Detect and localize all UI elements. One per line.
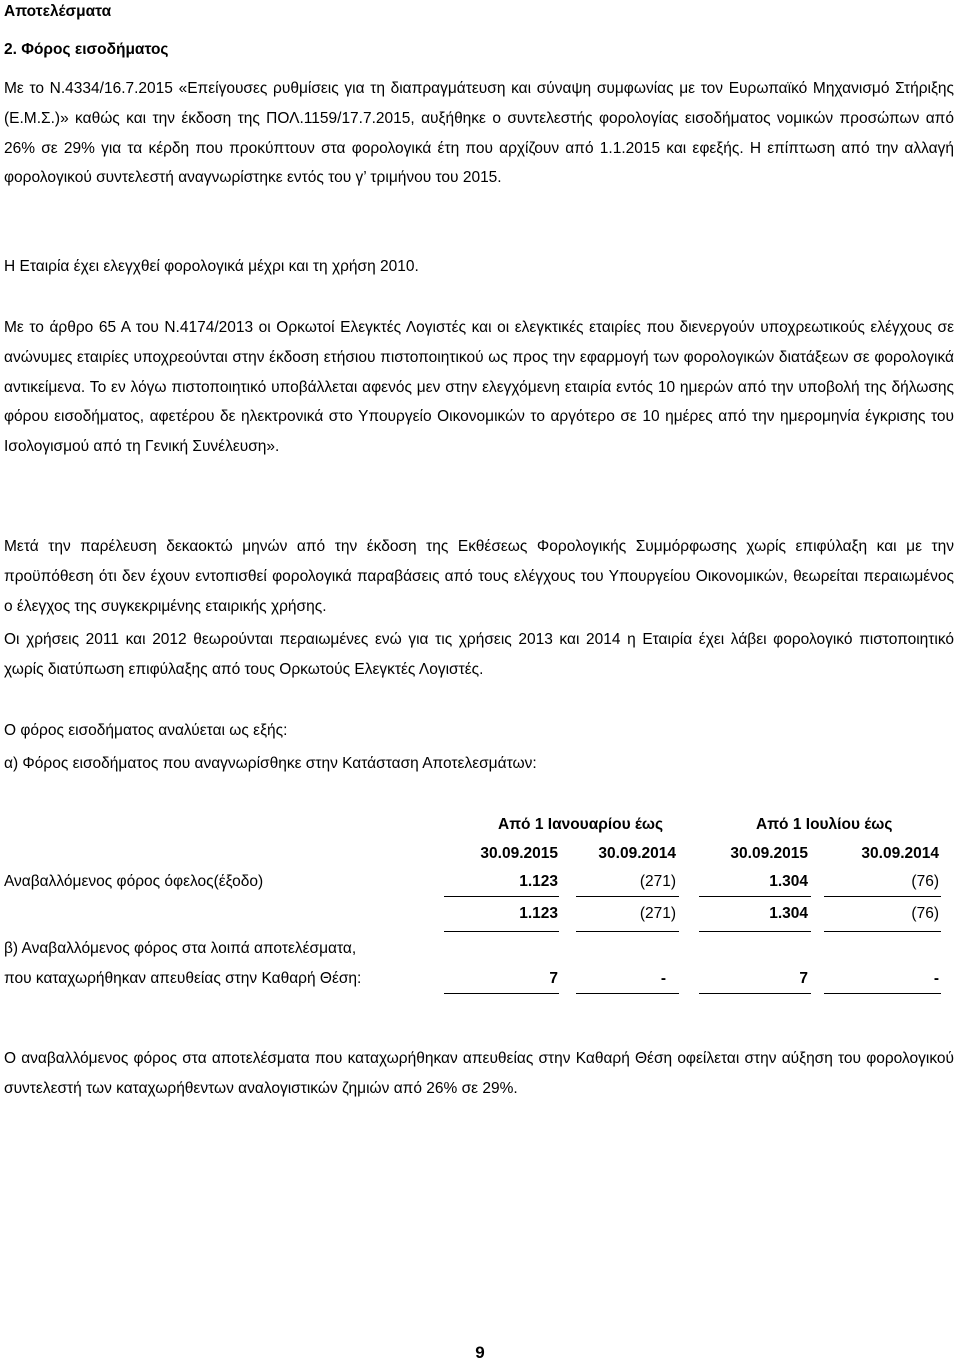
row-deferred-tax-value-2: (271) [639, 873, 676, 890]
paragraph-equity-deferred-tax: Ο αναβαλλόμενος φόρος στα αποτελέσματα που καταχωρήθηκαν απευθείας στην Καθαρή Θέση οφείλεται στην αύξηση του φορολογικού συντελεστή των καταχωρήθεντων αναλογιστικών ζημιών από 26% σε 29%. [4, 1050, 954, 1097]
section-title: 2. Φόρος εισοδήματος [4, 41, 169, 58]
row-equity-tax-label-line1: β) Αναβαλλόμενος φόρος στα λοιπά αποτελέσματα, [4, 940, 357, 957]
paragraph-finalization: Μετά την παρέλευση δεκαοκτώ μηνών από την έκδοση της Εκθέσεως Φορολογικής Συμμόρφωσης χωρίς επιφύλαξη και με την προϋπόθεση ότι δεν έχουν εντοπισθεί φορολογικά παραβάσεις από τους ελέγχους του Υπουργείου Οικονομικών, θεωρείται περαιωμένος ο έλεγχος της συγκεκριμένης εταιρικής χρήσης. [4, 538, 954, 615]
col-header-1: 30.09.2015 [480, 845, 558, 862]
row-equity-tax-value-1: 7 [549, 970, 558, 987]
total-value-2: (271) [639, 905, 676, 922]
paragraph-income-statement-tax: α) Φόρος εισοδήματος που αναγνωρίσθηκε στην Κατάσταση Αποτελεσμάτων: [4, 755, 537, 772]
rule-row2-col-3 [699, 993, 811, 994]
row-deferred-tax-value-3: 1.304 [769, 873, 808, 890]
paragraph-tax-law: Με το Ν.4334/16.7.2015 «Επείγουσες ρυθμίσεις για τη διαπραγμάτευση και σύναψη συμφωνίας με τον Ευρωπαϊκό Μηχανισμό Στήριξης (Ε.Μ.Σ.)» καθώς και την έκδοση της ΠΟΛ.1159/17.7.2015, αυξήθηκε ο συντελεστής φορολογίας εισοδήματος νομικών προσώπων από 26% σε 29% για τα κέρδη που προκύπτουν στα φορολογικά έτη που αρχίζουν από 1.1.2015 και εφεξής. Η επίπτωση από την αλλαγή φορολογικού συντελεστή αναγνωρίστηκε εντός του γ’ τριμήνου του 2015. [4, 80, 954, 187]
rule-col-3 [699, 896, 811, 897]
rule-row2-col-2 [576, 993, 679, 994]
rule-col-4 [824, 896, 941, 897]
rule-row2-col-1 [444, 993, 559, 994]
row-deferred-tax-label: Αναβαλλόμενος φόρος όφελος(έξοδο) [4, 873, 264, 890]
paragraph-tax-certificate: Με το άρθρο 65 Α του Ν.4174/2013 οι Ορκωτοί Ελεγκτές Λογιστές και οι ελεγκτικές εταιρίες που διενεργούν υποχρεωτικούς ελέγχους σε ανώνυμες εταιρίες υποχρεούνται στην έκδοση ετήσιου πιστοποιητικού ως προς την εφαρμογή των φορολογικών διατάξεων σε φορολογικά αντικείμενα. Το εν λόγω πιστοποιητικό υποβάλλεται αφενός μεν στην ελεγχόμενη εταιρία εντός 10 ημερών από την υποβολή της δήλωσης φόρου εισοδήματος, αφετέρου δε ηλεκτρονικά στο Υπουργείο Οικονομικών το αργότερο σε 10 ημέρες από την ημερομηνία έγκρισης του Ισολογισμού από τη Γενική Συνέλευση». [4, 319, 954, 456]
total-value-3: 1.304 [769, 905, 808, 922]
rule-total-col-2 [576, 931, 679, 932]
paragraph-audited-years: Η Εταιρία έχει ελεγχθεί φορολογικά μέχρι και τη χρήση 2010. [4, 258, 419, 275]
row-equity-tax-label-line2: που καταχωρήθηκαν απευθείας στην Καθαρή Θέση: [4, 970, 362, 987]
rule-total-col-4 [824, 931, 941, 932]
row-equity-tax-value-3: 7 [799, 970, 808, 987]
col-header-3: 30.09.2015 [730, 845, 808, 862]
paragraph-open-years: Οι χρήσεις 2011 και 2012 θεωρούνται περαιωμένες ενώ για τις χρήσεις 2013 και 2014 η Εταιρία έχει λάβει φορολογικό πιστοποιητικό χωρίς διατύπωση επιφύλαξης από τους Ορκωτούς Ελεγκτές Λογιστές. [4, 631, 954, 678]
row-equity-tax-value-2: - [660, 970, 666, 987]
row-equity-tax-value-4: - [933, 970, 939, 987]
col-header-2: 30.09.2014 [598, 845, 676, 862]
group-header-january: Από 1 Ιανουαρίου έως [498, 816, 664, 833]
rule-col-1 [444, 896, 559, 897]
rule-total-col-1 [444, 931, 559, 932]
row-deferred-tax-value-4: (76) [911, 873, 939, 890]
row-deferred-tax-value-1: 1.123 [519, 873, 558, 890]
total-value-1: 1.123 [519, 905, 558, 922]
rule-total-col-3 [699, 931, 811, 932]
group-header-july: Από 1 Ιουλίου έως [756, 816, 893, 833]
rule-col-2 [576, 896, 679, 897]
paragraph-tax-analysis: Ο φόρος εισοδήματος αναλύεται ως εξής: [4, 722, 288, 739]
page-number: 9 [475, 1343, 485, 1362]
rule-row2-col-4 [824, 993, 941, 994]
col-header-4: 30.09.2014 [861, 845, 939, 862]
page-heading: Αποτελέσματα [4, 3, 112, 20]
total-value-4: (76) [911, 905, 939, 922]
